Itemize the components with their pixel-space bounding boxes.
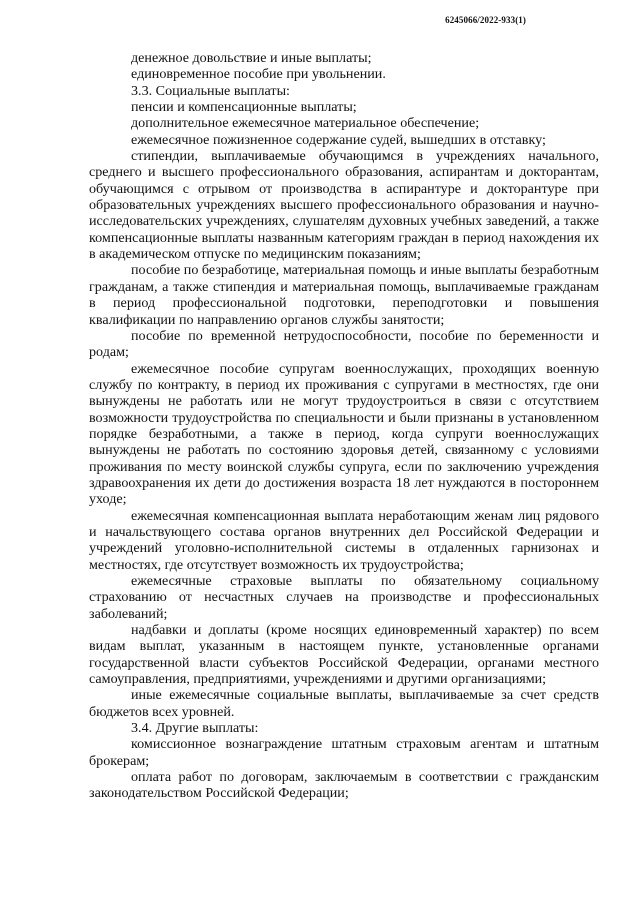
paragraph: денежное довольствие и иные выплаты;	[131, 50, 372, 66]
paragraph: дополнительное ежемесячное материальное обеспечение;	[131, 115, 480, 132]
section-heading: 3.4. Другие выплаты:	[131, 720, 259, 737]
paragraph: ежемесячные страховые выплаты по обязательному социальному страхованию от несчастных случаев на производстве и профессиональных заболеваний;	[89, 573, 599, 622]
section-heading: 3.3. Социальные выплаты:	[131, 82, 290, 99]
paragraph: комиссионное вознаграждение штатным страховым агентам и штатным брокерам;	[89, 736, 599, 769]
paragraph: ежемесячная компенсационная выплата неработающим женам лиц рядового и начальствующего состава органов внутренних дел Российской Федерации и учреждений уголовно-исполнительной системы в отдаленных гарнизонах и местностях, где отсутствует возможность их трудоустройства;	[89, 507, 599, 573]
paragraph: ежемесячное пожизненное содержание судей, вышедших в отставку;	[131, 131, 546, 148]
paragraph: иные ежемесячные социальные выплаты, выплачиваемые за счет средств бюджетов всех уровней.	[89, 687, 599, 720]
paragraph: единовременное пособие при увольнении.	[131, 66, 386, 83]
paragraph: пособие по временной нетрудоспособности, пособие по беременности и родам;	[89, 327, 599, 361]
paragraph: пенсии и компенсационные выплаты;	[131, 99, 357, 116]
document-number: 6245066/2022-933(1)	[445, 15, 526, 25]
paragraph: ежемесячное пособие супругам военнослужащих, проходящих военную службу по контракту, в период их проживания с супругами в местностях, где они вынуждены не работать или не могут трудоустроиться в связи с отсутствием возможности трудоустройства по специальности и были признаны в установленном порядке безработными, а также в период, когда супруги военнослужащих вынуждены не работать по состоянию здоровья детей, связанному с условиями проживания по месту воинской службы супруга, если по заключению учреждения здравоохранения их дети до достижения возраста 18 лет нуждаются в постороннем уходе;	[89, 360, 599, 508]
paragraph: пособие по безработице, материальная помощь и иные выплаты безработным гражданам, а также стипендия и материальная помощь, выплачиваемые гражданам в период профессиональной подготовки, переподготовки и повышения квалификации по направлению органов службы занятости;	[89, 262, 599, 328]
document-body	[89, 50, 599, 802]
paragraph: оплата работ по договорам, заключаемым в соответствии с гражданским законодательством Российской Федерации;	[89, 769, 599, 802]
paragraph: надбавки и доплаты (кроме носящих единовременный характер) по всем видам выплат, указанным в настоящем пункте, установленные органами государственной власти субъектов Российской Федерации, органами местного самоуправления, предприятиями, учреждениями и другими организациями;	[89, 622, 599, 688]
paragraph: стипендии, выплачиваемые обучающимся в учреждениях начального, среднего и высшего профессионального образования, аспирантам и докторантам, обучающимся с отрывом от производства в аспирантуре и докторантуре при образовательных учреждениях высшего профессионального образования и научно-исследовательских учреждениях, слушателям духовных учебных заведений, а также компенсационные выплаты названным категориям граждан в период нахождения их в академическом отпуске по медицинским показаниям;	[89, 148, 599, 263]
